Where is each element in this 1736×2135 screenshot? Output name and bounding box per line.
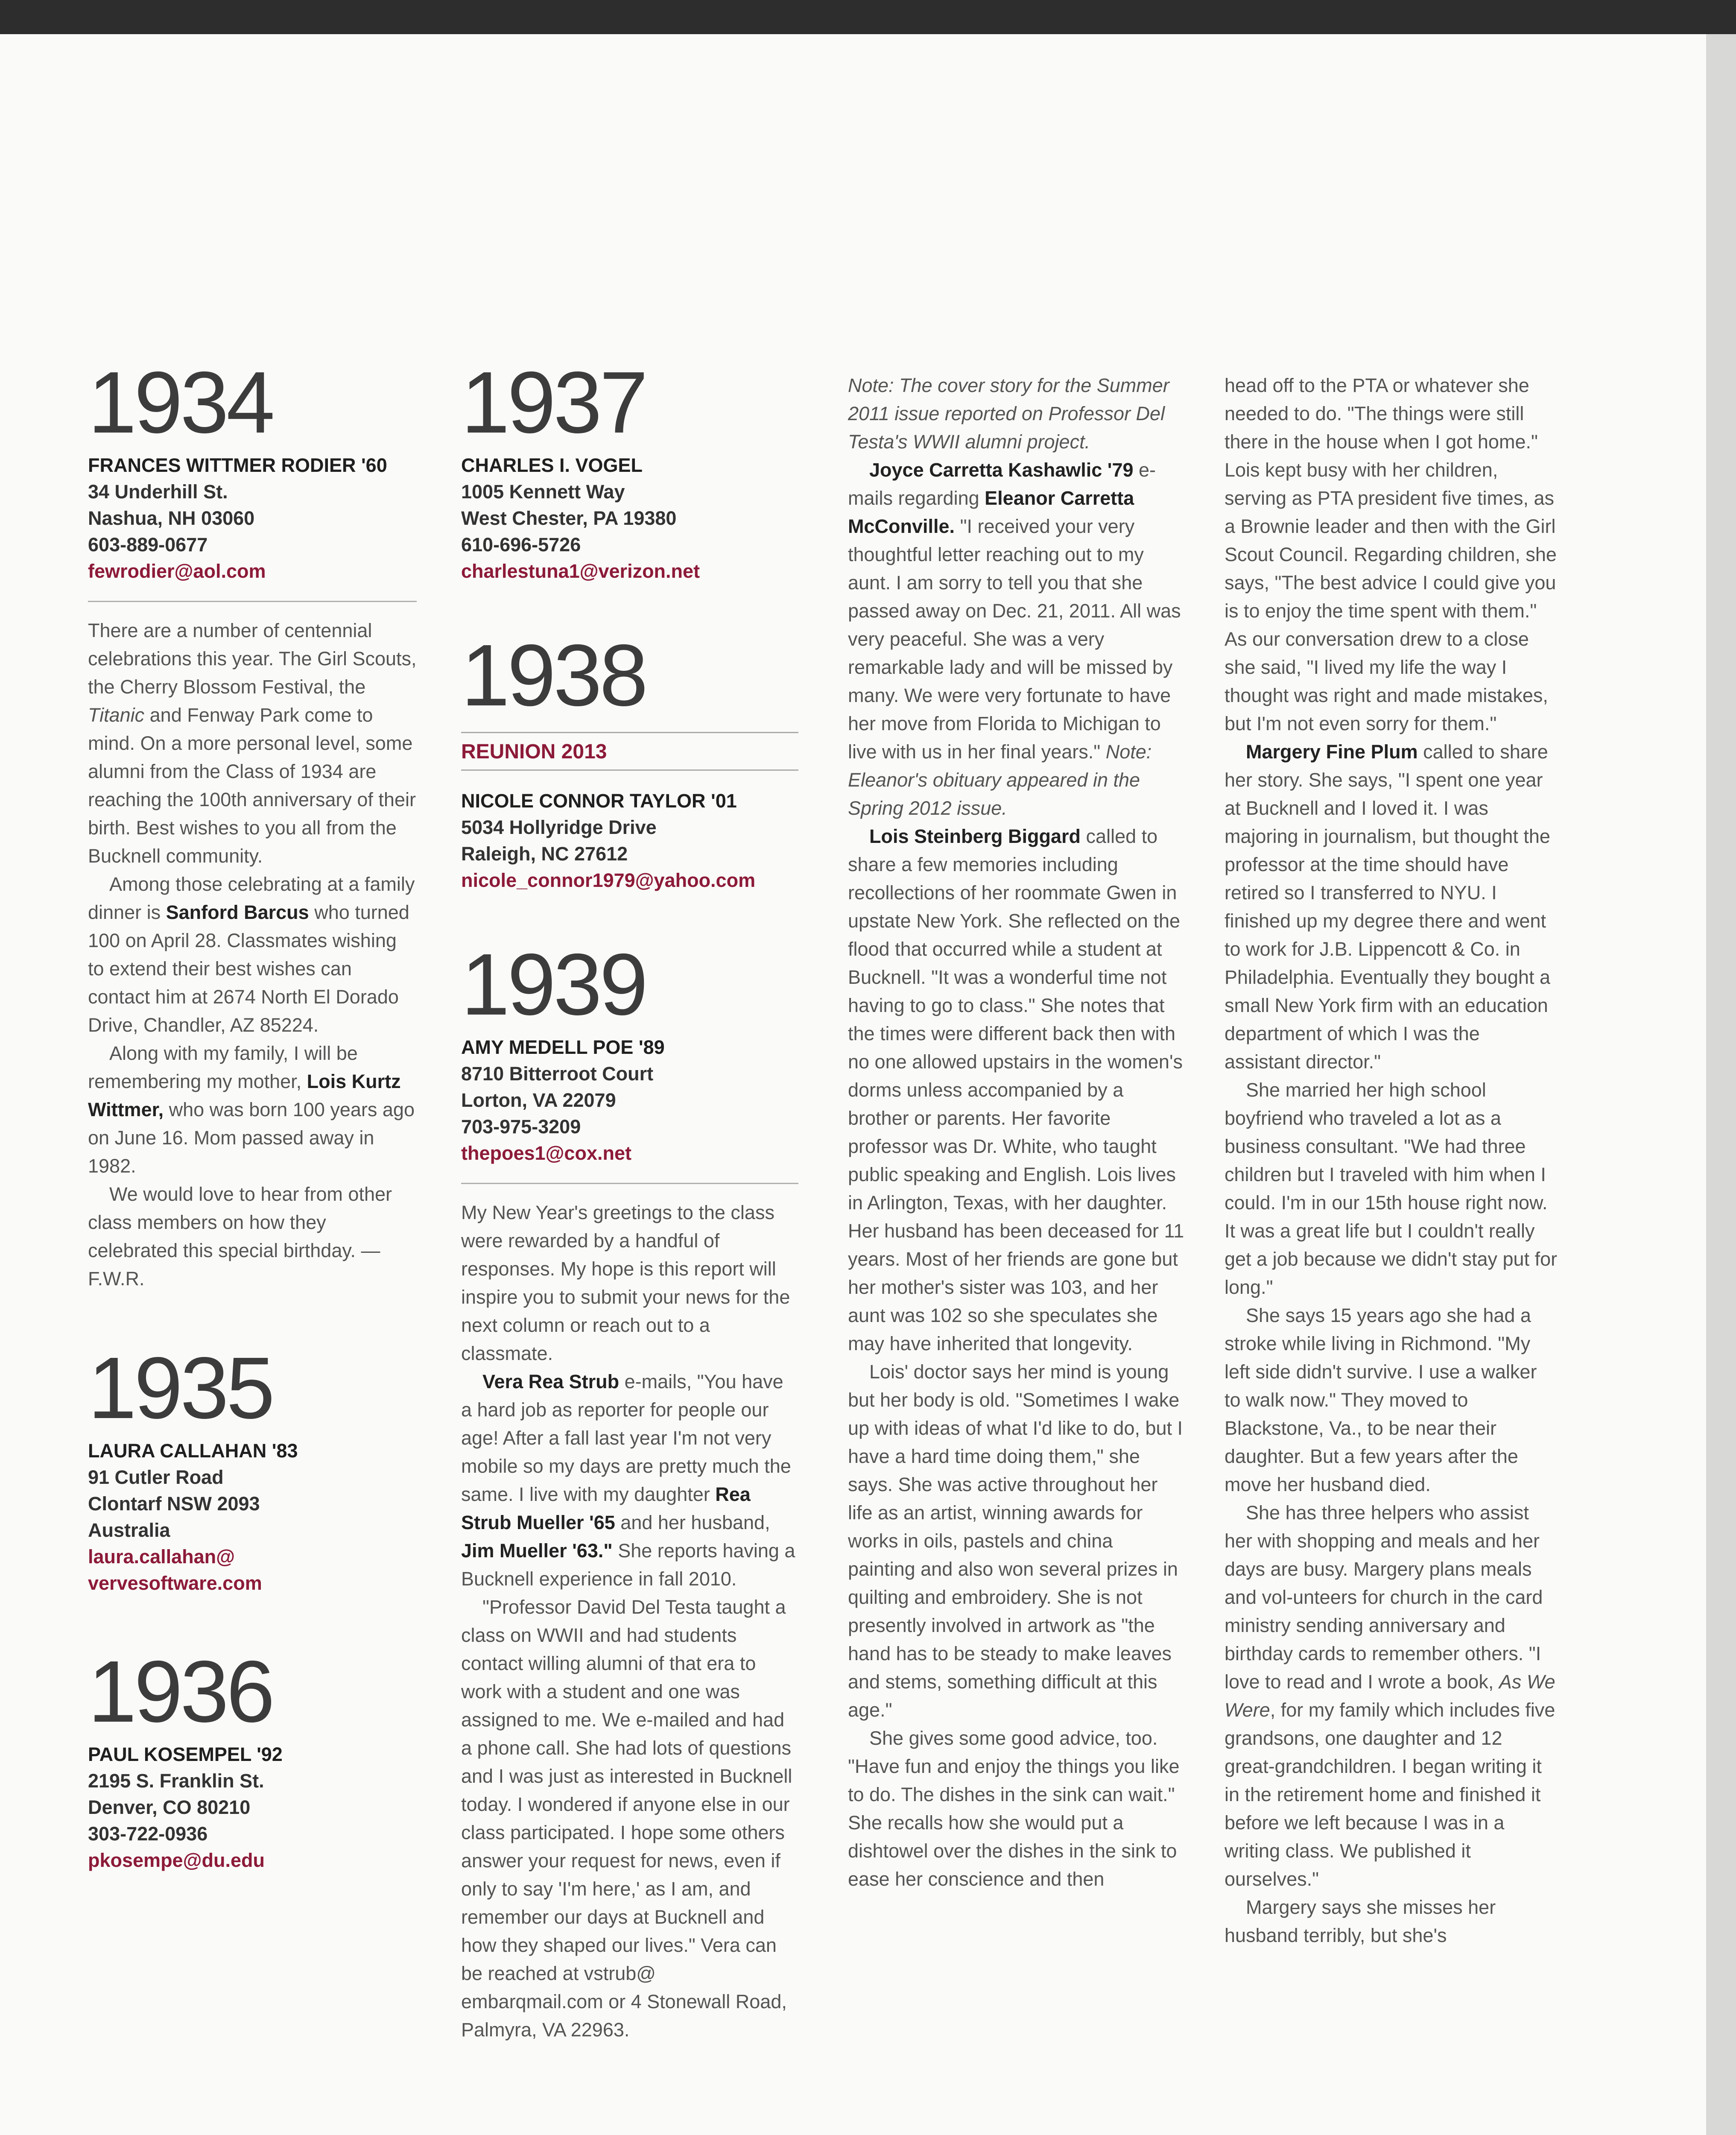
- email-link[interactable]: charlestuna1@verizon.net: [461, 560, 700, 582]
- email-link[interactable]: thepoes1@cox.net: [461, 1142, 631, 1164]
- class-secretary-1935: LAURA CALLAHAN '83 91 Cutler Road Clontarf NSW 2093 Australia laura.callahan@ vervesoftware.com: [88, 1438, 417, 1597]
- paragraph: Margery Fine Plum called to share her story. She says, "I spent one year at Bucknell and I loved it. I was majoring in journalism, but thought the professor at the time should have retired so I transferred to NYU. I finished up my degree there and went to work for J.B. Lippencott & Co. in Philadelphia. Eventually they bought a small New York firm with an education department of which I was the assistant director.": [1225, 741, 1551, 1073]
- paragraph: Lois Steinberg Biggard called to share a few memories including recollections of her roommate Gwen in upstate New York. She reflected on the flood that occurred while a student at Bucknell. "It was a wonderful time not having to go to class." She notes that the times were different back then with no one allowed upstairs in the women's dorms unless accompanied by a brother or parents. Her favorite professor was Dr. White, who taught public speaking and English. Lois lives in Arlington, Texas, with her daughter. Her husband has been deceased for 11 years. Most of her friends are gone but her mother's sister was 103, and her aunt was 102 so she speculates she may have inherited that longevity.: [848, 825, 1184, 1354]
- paragraph: Lois' doctor says her mind is young but her body is old. "Sometimes I wake up with ideas of what I'd like to do, but I have a hard time doing them," she says. She was active throughout her life as an artist, winning awards for works in oils, pastels and china painting and also won several prizes in quilting and embroidery. She is not presently involved in artwork as "the hand has to be steady to make leaves and stems, something difficult at this age.": [848, 1361, 1183, 1721]
- class-secretary-1938: NICOLE CONNOR TAYLOR '01 5034 Hollyridge Drive Raleigh, NC 27612 nicole_connor1979@yahoo.com: [461, 788, 798, 894]
- email-link[interactable]: laura.callahan@ vervesoftware.com: [88, 1546, 262, 1594]
- paragraph: Margery says she misses her husband terribly, but she's: [1225, 1896, 1496, 1946]
- class-secretary-1936: PAUL KOSEMPEL '92 2195 S. Franklin St. Denver, CO 80210 303-722-0936 pkosempe@du.edu: [88, 1741, 417, 1874]
- paragraph: We would love to hear from other class members on how they celebrated this special birthday. — F.W.R.: [88, 1183, 392, 1290]
- year-heading-1939: 1939: [461, 936, 646, 1033]
- paragraph: She says 15 years ago she had a stroke while living in Richmond. "My left side didn't survive. I use a walker to walk now." They moved to Blackstone, Va., to be near their daughter. But a few years after the move her husband died.: [1225, 1304, 1537, 1495]
- paragraph: She gives some good advice, too. "Have fun and enjoy the things you like to do. The dishes in the sink can wait." She recalls how she would put a dishtowel over the dishes in the sink to ease her conscience and then: [848, 1727, 1180, 1890]
- editor-note: Note: The cover story for the Summer 2011 issue reported on Professor Del Testa's WWII alumni project.: [848, 374, 1169, 453]
- paragraph: head off to the PTA or whatever she needed to do. "The things were still there in the house when I got home." Lois kept busy with her children, serving as PTA president five times, as a Brownie leader and then with the Girl Scout Council. Regarding children, she says, "The best advice I could give you is to enjoy the time spent with them." As our conversation drew to a close she said, "I lived my life the way I thought was right and made mistakes, but I'm not even sorry for them.": [1225, 374, 1557, 734]
- divider: [461, 1183, 798, 1184]
- email-link[interactable]: pkosempe@du.edu: [88, 1849, 265, 1871]
- paragraph: Among those celebrating at a family dinner is Sanford Barcus who turned 100 on April 28. Classmates wishing to extend their best wishes can contact him at 2674 North El Dorado Drive, Chandler, AZ 85224.: [88, 873, 415, 1036]
- reunion-banner: REUNION 2013: [461, 732, 798, 771]
- paragraph: Joyce Carretta Kashawlic '79 e-mails regarding Eleanor Carretta McConville. "I received your very thoughtful letter reaching out to my aunt. I am sorry to tell you that she passed away on Dec. 21, 2011. All was very peaceful. She was a very remarkable lady and will be missed by many. We were very fortunate to have her move from Florida to Michigan to live with us in her final years." Note: Eleanor's obituary appeared in the Spring 2012 issue.: [848, 459, 1181, 819]
- column-1: [88, 354, 417, 1874]
- paragraph: My New Year's greetings to the class were rewarded by a handful of responses. My hope is this report will inspire you to submit your news for the next column or reach out to a classmate.: [461, 1202, 790, 1364]
- year-heading-1938: 1938: [461, 626, 646, 724]
- paragraph: She has three helpers who assist her with shopping and meals and her days are busy. Margery plans meals and vol-unteers for church in the card ministry sending anniversary and birthday cards to remember others. "I love to read and I wrote a book, As We Were, for my family which includes five grandsons, one daughter and 12 great-grandchildren. I began writing it in the retirement home and finished it before we left because I was in a writing class. We published it ourselves.": [1225, 1502, 1555, 1890]
- email-link[interactable]: nicole_connor1979@yahoo.com: [461, 869, 756, 891]
- paragraph: Along with my family, I will be remembering my mother, Lois Kurtz Wittmer, who was born 100 years ago on June 16. Mom passed away in 1982.: [88, 1042, 415, 1177]
- column-3: [848, 371, 1185, 1893]
- paragraph: Vera Rea Strub e-mails, "You have a hard job as reporter for people our age! After a fall last year I'm not very mobile so my days are pretty much the same. I live with my daughter Rea Strub Mueller '65 and her husband, Jim Mueller '63." She reports having a Bucknell experience in fall 2010.: [461, 1371, 795, 1590]
- email-link[interactable]: fewrodier@aol.com: [88, 560, 266, 582]
- paragraph: There are a number of centennial celebrations this year. The Girl Scouts, the Cherry Blossom Festival, the Titanic and Fenway Park come to mind. On a more personal level, some alumni from the Class of 1934 are reaching the 100th anniversary of their birth. Best wishes to you all from the Bucknell community.: [88, 620, 417, 867]
- divider: [88, 601, 417, 602]
- class-secretary-1934: FRANCES WITTMER RODIER '60 34 Underhill St. Nashua, NH 03060 603-889-0677 fewrodier@aol.com: [88, 452, 417, 585]
- page-edge: [1706, 34, 1736, 2135]
- year-heading-1935: 1935: [88, 1339, 273, 1437]
- paragraph: She married her high school boyfriend who traveled a lot as a business consultant. "We had three children but I traveled with him when I could. I'm in our 15th house right now. It was a great life but I couldn't really get a job because we didn't stay put for long.": [1225, 1079, 1558, 1298]
- year-heading-1937: 1937: [461, 354, 646, 451]
- column-4: [1225, 371, 1558, 1950]
- paragraph: "Professor David Del Testa taught a class on WWII and had students contact willing alumni of that era to work with a student and one was assigned to me. We e-mailed and had a phone call. She had lots of questions and I was just as interested in Bucknell today. I wondered if anyone else in our class participated. I hope some others answer your request for news, even if only to say 'I'm here,' as I am, and remember our days at Bucknell and how they shaped our lives." Vera can be reached at vstrub@ embarqmail.com or 4 Stonewall Road, Palmyra, VA 22963.: [461, 1596, 792, 2041]
- column-2: [461, 354, 798, 2044]
- magazine-page: [0, 34, 1706, 2135]
- year-heading-1934: 1934: [88, 354, 273, 451]
- top-dark-band: [0, 0, 1736, 34]
- year-heading-1936: 1936: [88, 1643, 273, 1740]
- class-secretary-1937: CHARLES I. VOGEL 1005 Kennett Way West Chester, PA 19380 610-696-5726 charlestuna1@verizon.net: [461, 452, 798, 585]
- class-secretary-1939: AMY MEDELL POE '89 8710 Bitterroot Court Lorton, VA 22079 703-975-3209 thepoes1@cox.net: [461, 1034, 798, 1167]
